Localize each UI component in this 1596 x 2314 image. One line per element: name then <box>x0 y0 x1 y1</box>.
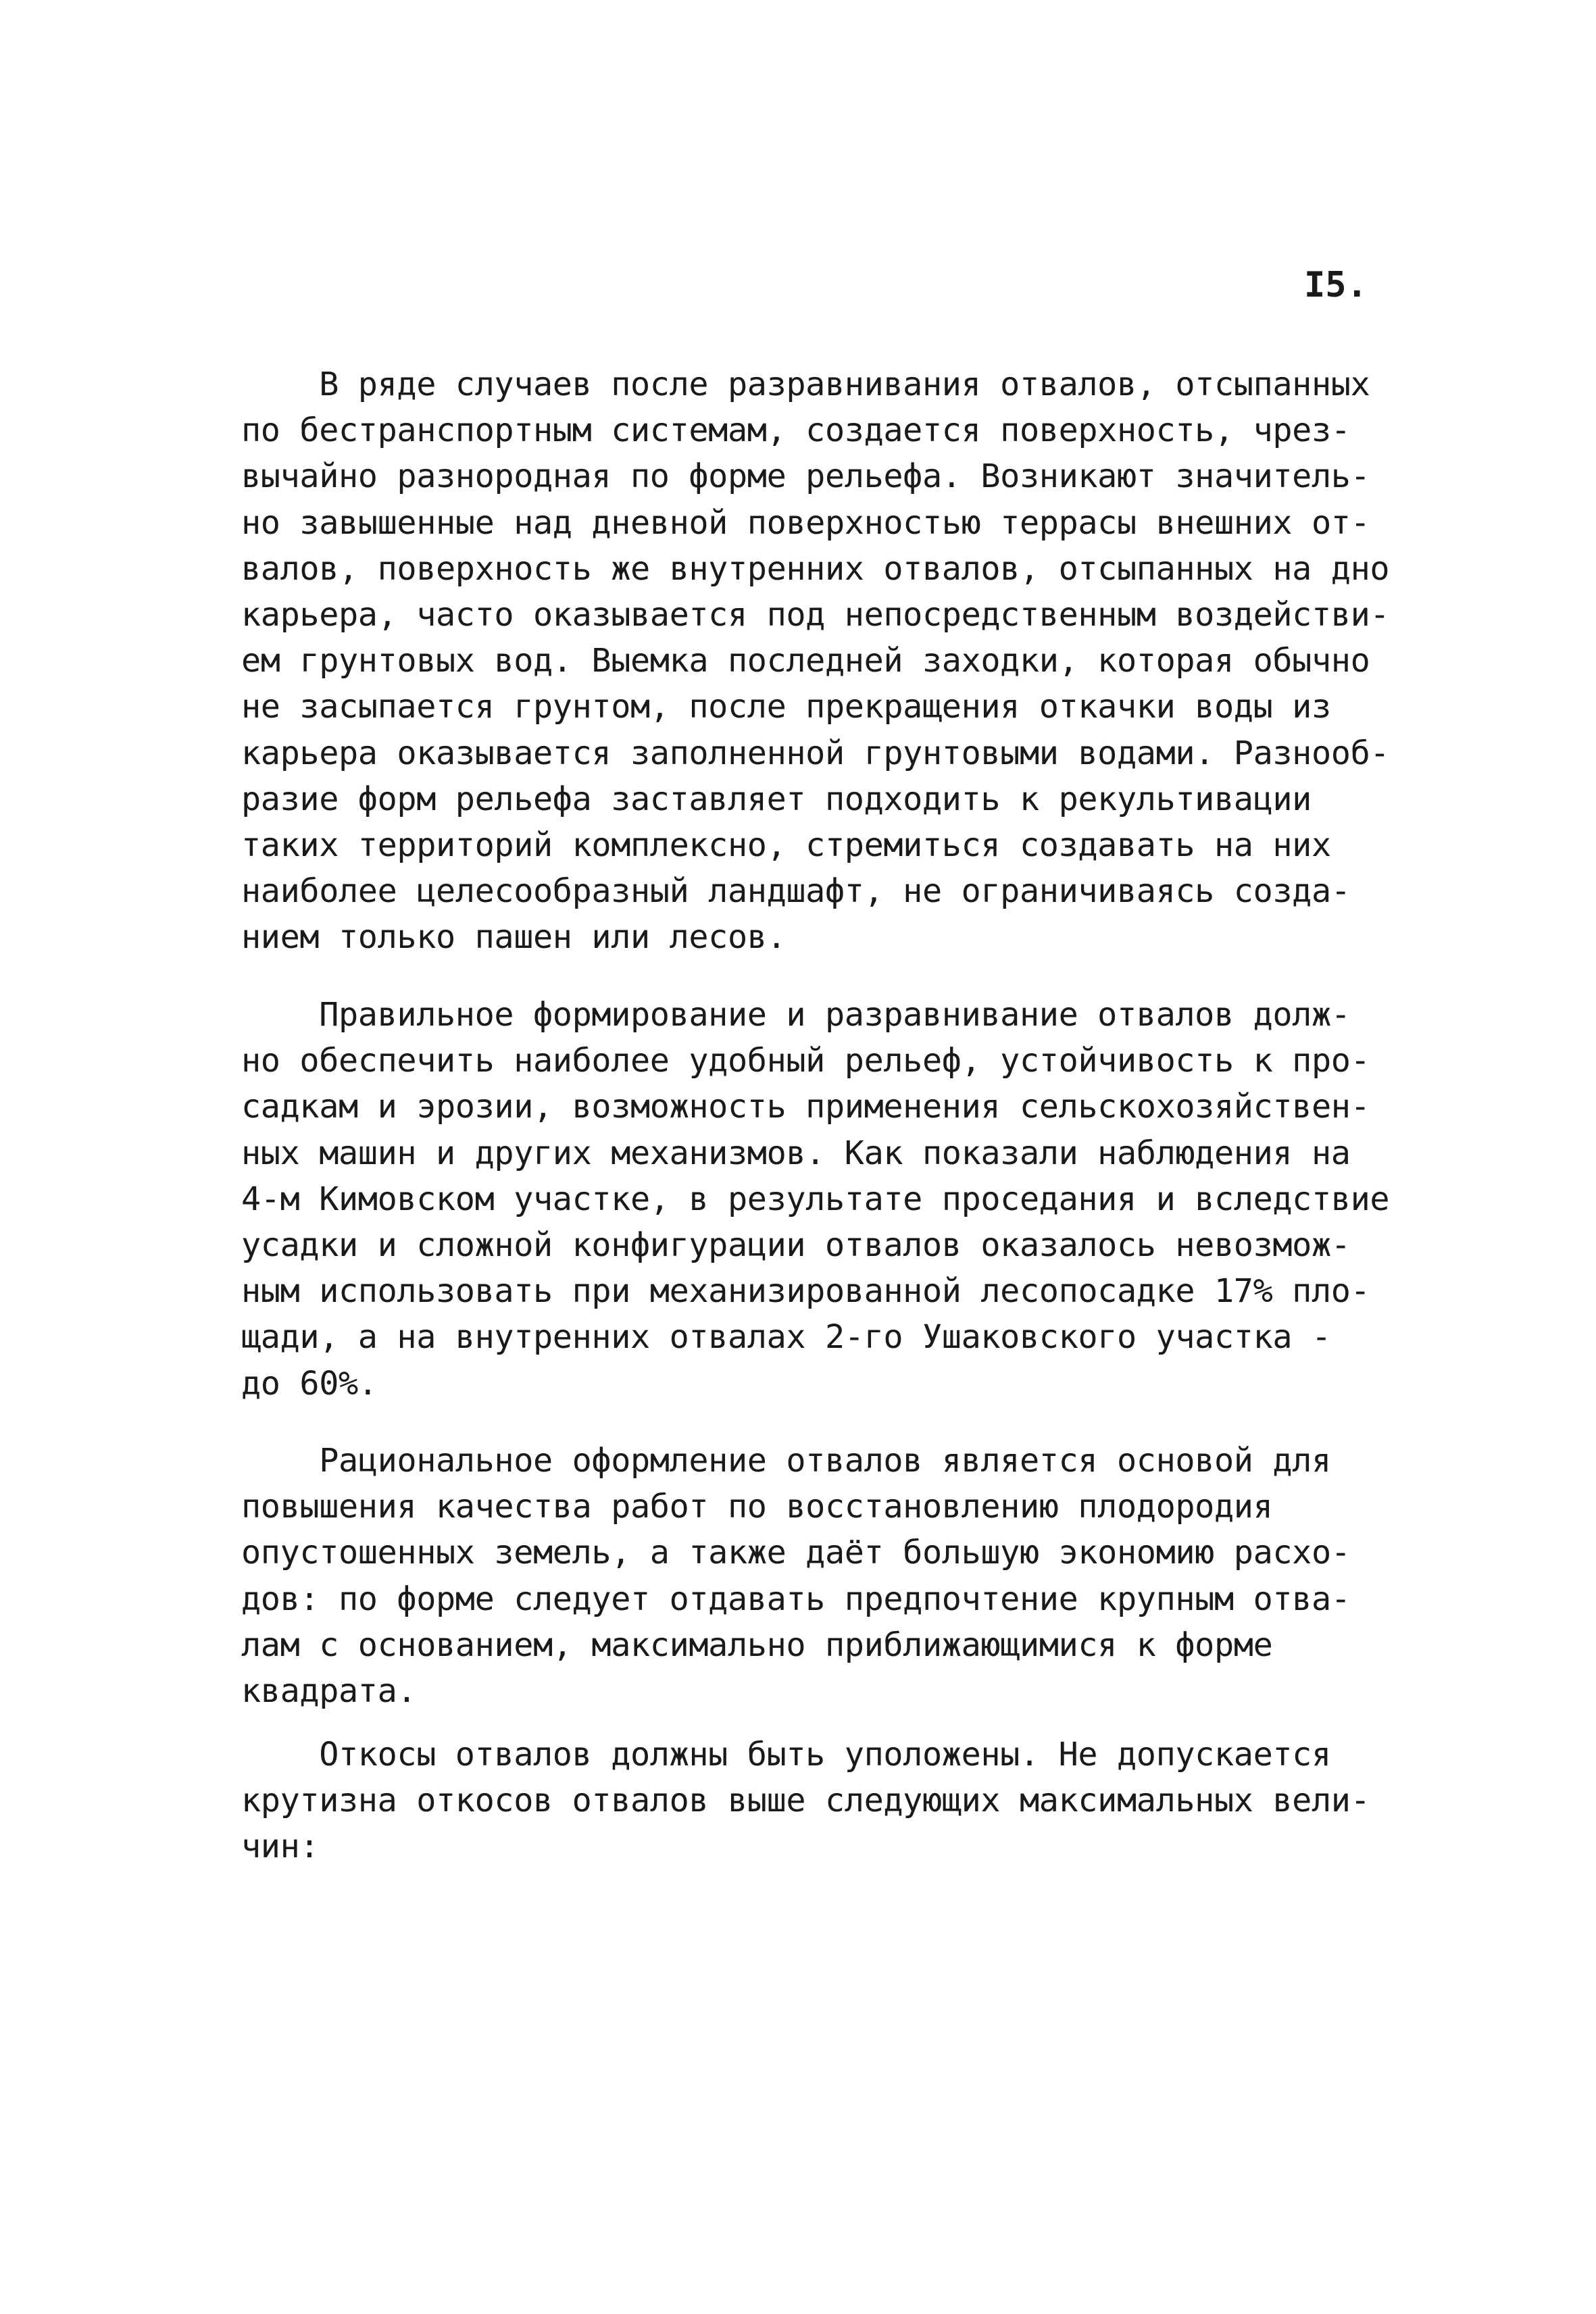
text-line: но обеспечить наиболее удобный рельеф, устойчивость к про- <box>241 1042 1370 1080</box>
text-line: В ряде случаев после разравнивания отвалов, отсыпанных <box>241 366 1370 403</box>
text-line: повышения качества работ по восстановлению плодородия <box>241 1488 1273 1526</box>
text-line: дов: по форме следует отдавать предпочтение крупным отва- <box>241 1580 1351 1618</box>
text-line: ным использовать при механизированной лесопосадке 17% пло- <box>241 1272 1370 1311</box>
paragraph <box>241 992 1390 1407</box>
text-line: опустошенных земель, а также даёт большую экономию расхо- <box>241 1534 1351 1572</box>
text-line: нием только пашен или лесов. <box>241 918 787 957</box>
text-line: щади, а на внутренних отвалах 2-го Ушаковского участка - <box>241 1318 1331 1357</box>
text-line: валов, поверхность же внутренних отвалов, отсыпанных на дно <box>241 549 1390 588</box>
text-line: разие форм рельефа заставляет подходить к рекультивации <box>241 780 1312 818</box>
text-line: усадки и сложной конфигурации отвалов оказалось невозмож- <box>241 1226 1351 1265</box>
page-number: I5. <box>1304 265 1368 305</box>
text-line: крутизна откосов отвалов выше следующих максимальных вели- <box>241 1782 1370 1820</box>
text-line: карьера, часто оказывается под непосредственным воздействи- <box>241 596 1390 634</box>
text-line: наиболее целесообразный ландшафт, не ограничиваясь созда- <box>241 872 1351 911</box>
text-line: ных машин и других механизмов. Как показали наблюдения на <box>241 1134 1351 1172</box>
text-line: Рациональное оформление отвалов является основой для <box>241 1442 1331 1480</box>
text-line: по бестранспортным системам, создается поверхность, чрез- <box>241 411 1351 450</box>
text-line: вычайно разнородная по форме рельефа. Возникают значитель- <box>241 457 1370 496</box>
paragraph <box>241 361 1390 961</box>
text-line: Правильное формирование и разравнивание отвалов долж- <box>241 996 1351 1034</box>
text-line: таких территорий комплексно, стремиться создавать на них <box>241 826 1331 865</box>
text-line: карьера оказывается заполненной грунтовыми водами. Разнооб- <box>241 734 1390 772</box>
text-line: квадрата. <box>241 1672 417 1711</box>
text-line: ем грунтовых вод. Выемка последней заходки, которая обычно <box>241 642 1370 680</box>
text-line: не засыпается грунтом, после прекращения откачки воды из <box>241 688 1331 726</box>
text-line: до 60%. <box>241 1364 378 1403</box>
text-line: 4-м Кимовском участке, в результате проседания и вследствие <box>241 1180 1390 1218</box>
text-line: но завышенные над дневной поверхностью террасы внешних от- <box>241 503 1370 542</box>
text-line: лам с основанием, максимально приближающимися к форме <box>241 1626 1273 1664</box>
text-line: чин: <box>241 1828 320 1866</box>
text-line: садкам и эрозии, возможность применения сельскохозяйствен- <box>241 1088 1370 1126</box>
paragraph <box>241 1732 1376 1870</box>
paragraph <box>241 1438 1376 1714</box>
text-line: Откосы отвалов должны быть уположены. Не допускается <box>241 1736 1331 1774</box>
